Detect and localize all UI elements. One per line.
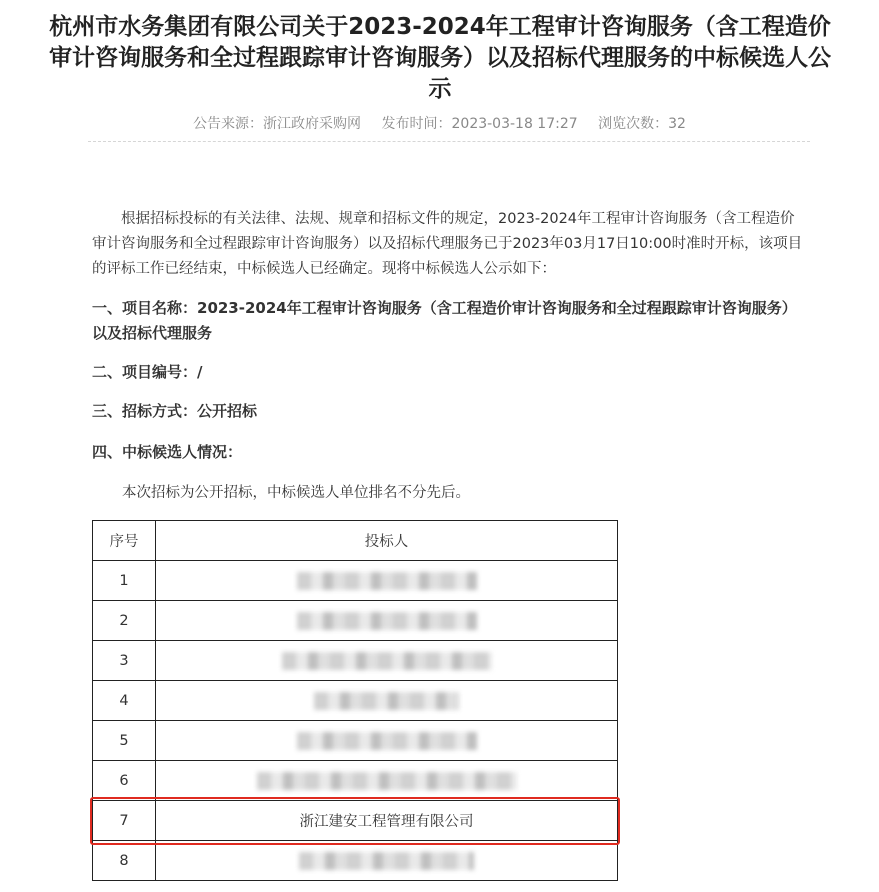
source-label: 公告来源：浙江政府采购网: [193, 116, 362, 132]
table-row: [93, 801, 618, 841]
redaction-blur: [297, 612, 477, 630]
table-row: [93, 841, 618, 881]
page-title: 杭州市水务集团有限公司关于2023-2024年工程审计咨询服务（含工程造价审计咨询服务和全过程跟踪审计咨询服务）以及招标代理服务的中标候选人公示: [49, 14, 831, 102]
table-row: [93, 561, 618, 601]
row-index: 4: [93, 681, 156, 721]
row-index: 2: [93, 601, 156, 641]
row-index: 5: [93, 721, 156, 761]
redaction-blur: [314, 692, 459, 710]
intro-paragraph: 根据招标投标的有关法律、法规、规章和招标文件的规定，2023-2024年工程审计咨询服务（含工程造价审计咨询服务和全过程跟踪审计咨询服务）以及招标代理服务已于2023年03月17日10:00时准时开标，该项目的评标工作已经结束，中标候选人已经确定。现将中标候选人公示如下：: [92, 211, 803, 277]
header-bidder: 投标人: [156, 521, 618, 561]
row-index: 7: [93, 801, 156, 841]
row-index: 1: [93, 561, 156, 601]
bidder-cell-redacted: [156, 601, 618, 641]
redaction-blur: [297, 572, 477, 590]
section-bid-method: 三、招标方式：公开招标: [92, 402, 258, 420]
table-row: [93, 721, 618, 761]
table-row: [93, 641, 618, 681]
bidder-cell-redacted: [156, 561, 618, 601]
bidder-cell-redacted: [156, 761, 618, 801]
table-row: [93, 761, 618, 801]
header-index: 序号: [93, 521, 156, 561]
bidder-cell-redacted: [156, 641, 618, 681]
publish-time: 发布时间：2023-03-18 17:27: [381, 116, 578, 132]
row-index: 8: [93, 841, 156, 881]
article-meta: [0, 113, 879, 133]
redaction-blur: [257, 772, 517, 790]
section-project-name: 一、项目名称：2023-2024年工程审计咨询服务（含工程造价审计咨询服务和全过程跟踪审计咨询服务）以及招标代理服务: [92, 299, 797, 342]
bidder-cell-redacted: [156, 841, 618, 881]
row-index: 6: [93, 761, 156, 801]
redaction-blur: [297, 732, 477, 750]
redaction-blur: [282, 652, 492, 670]
candidate-table: [92, 520, 618, 881]
bidder-cell-redacted: [156, 681, 618, 721]
ranking-note: 本次招标为公开招标，中标候选人单位排名不分先后。: [122, 485, 470, 501]
title-divider: [88, 141, 810, 142]
redaction-blur: [299, 852, 474, 870]
row-index: 3: [93, 641, 156, 681]
section-candidates: 四、中标候选人情况：: [92, 443, 243, 461]
section-project-number: 二、项目编号：/: [92, 363, 203, 381]
bidder-cell-redacted: [156, 721, 618, 761]
table-row: [93, 681, 618, 721]
view-count: 浏览次数：32: [598, 116, 686, 132]
table-row: [93, 601, 618, 641]
bidder-cell: 浙江建安工程管理有限公司: [156, 801, 618, 841]
table-header-row: [93, 521, 618, 561]
